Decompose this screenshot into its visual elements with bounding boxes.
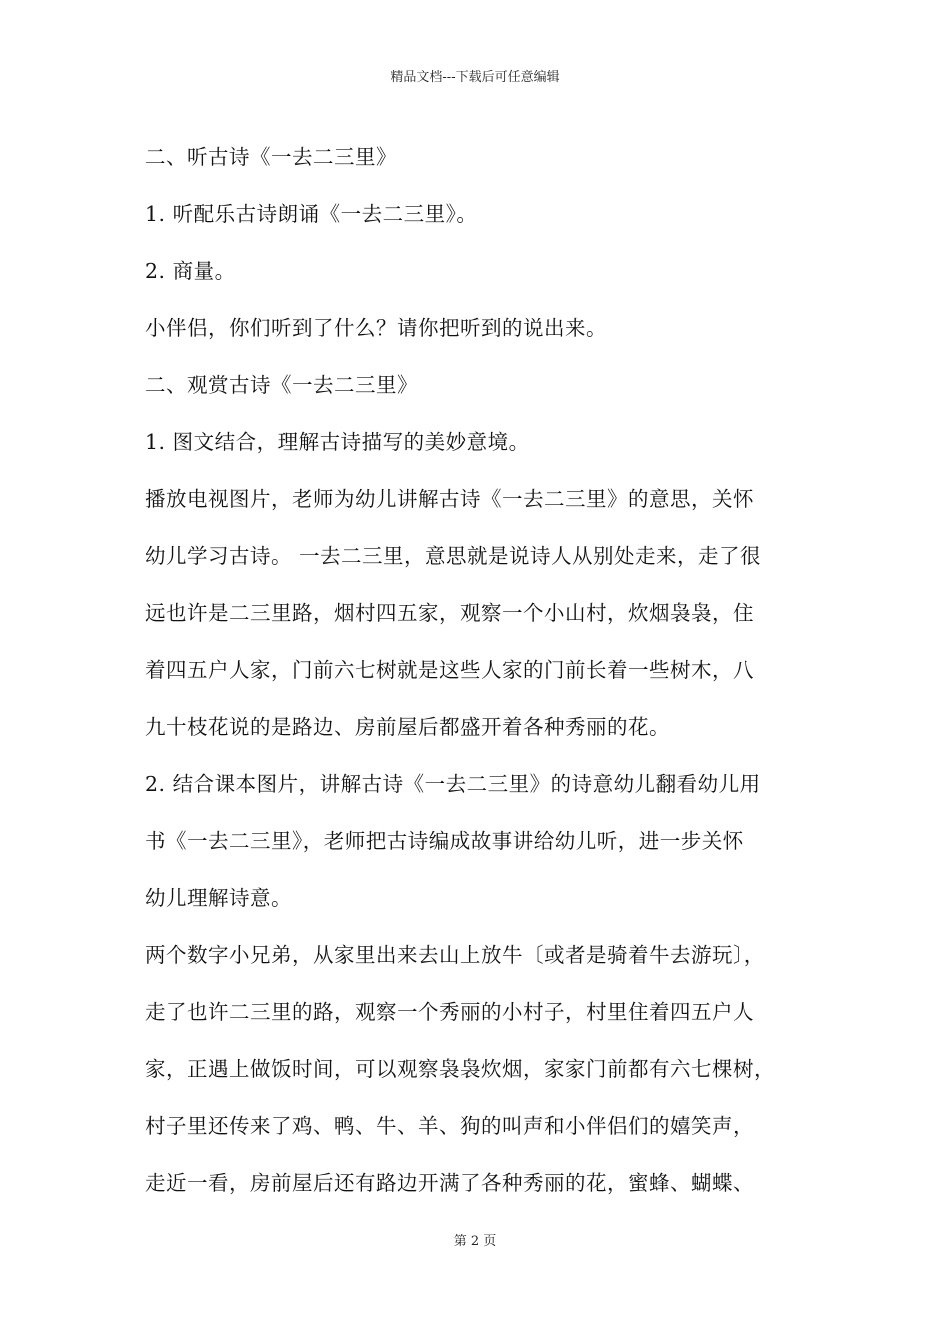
text-line: 播放电视图片，老师为幼儿讲解古诗《一去二三里》的意思，关怀 <box>145 487 754 511</box>
page-header: 精品文档---下载后可任意编辑 <box>390 70 560 85</box>
text-line: 着四五户人家，门前六七树就是这些人家的门前长着一些树木，八 <box>145 658 754 682</box>
text-line: 远也许是二三里路，烟村四五家，观察一个小山村，炊烟袅袅，住 <box>145 601 754 625</box>
text-line: 小伴侣，你们听到了什么？请你把听到的说出来。 <box>145 316 607 340</box>
text-line: 书《一去二三里》，老师把古诗编成故事讲给幼儿听，进一步关怀 <box>145 829 744 853</box>
text-line: 1. 听配乐古诗朗诵《一去二三里》。 <box>145 202 478 226</box>
text-line: 1. 图文结合，理解古诗描写的美妙意境。 <box>145 430 530 454</box>
text-line: 2. 商量。 <box>145 259 236 283</box>
text-line: 村子里还传来了鸡、鸭、牛、羊、狗的叫声和小伴侣们的嬉笑声， <box>145 1114 754 1138</box>
section-heading-listen: 二、听古诗《一去二三里》 <box>145 145 397 169</box>
text-line: 两个数字小兄弟，从家里出来去山上放牛〔或者是骑着牛去游玩〕， <box>145 943 765 967</box>
page-number: 第 2 页 <box>453 1234 497 1249</box>
text-line: 走近一看，房前屋后还有路边开满了各种秀丽的花，蜜蜂、蝴蝶、 <box>145 1171 754 1195</box>
text-line: 走了也许二三里的路，观察一个秀丽的小村子，村里住着四五户人 <box>145 1000 754 1024</box>
text-line: 幼儿学习古诗。 一去二三里，意思就是说诗人从别处走来，走了很 <box>145 544 762 568</box>
text-line: 幼儿理解诗意。 <box>145 886 292 910</box>
text-line: 家，正遇上做饭时间，可以观察袅袅炊烟，家家门前都有六七棵树， <box>145 1057 775 1081</box>
text-line: 九十枝花说的是路边、房前屋后都盛开着各种秀丽的花。 <box>145 715 670 739</box>
text-line: 2. 结合课本图片，讲解古诗《一去二三里》的诗意幼儿翻看幼儿用 <box>145 772 761 796</box>
section-heading-appreciate: 二、观赏古诗《一去二三里》 <box>145 373 418 397</box>
